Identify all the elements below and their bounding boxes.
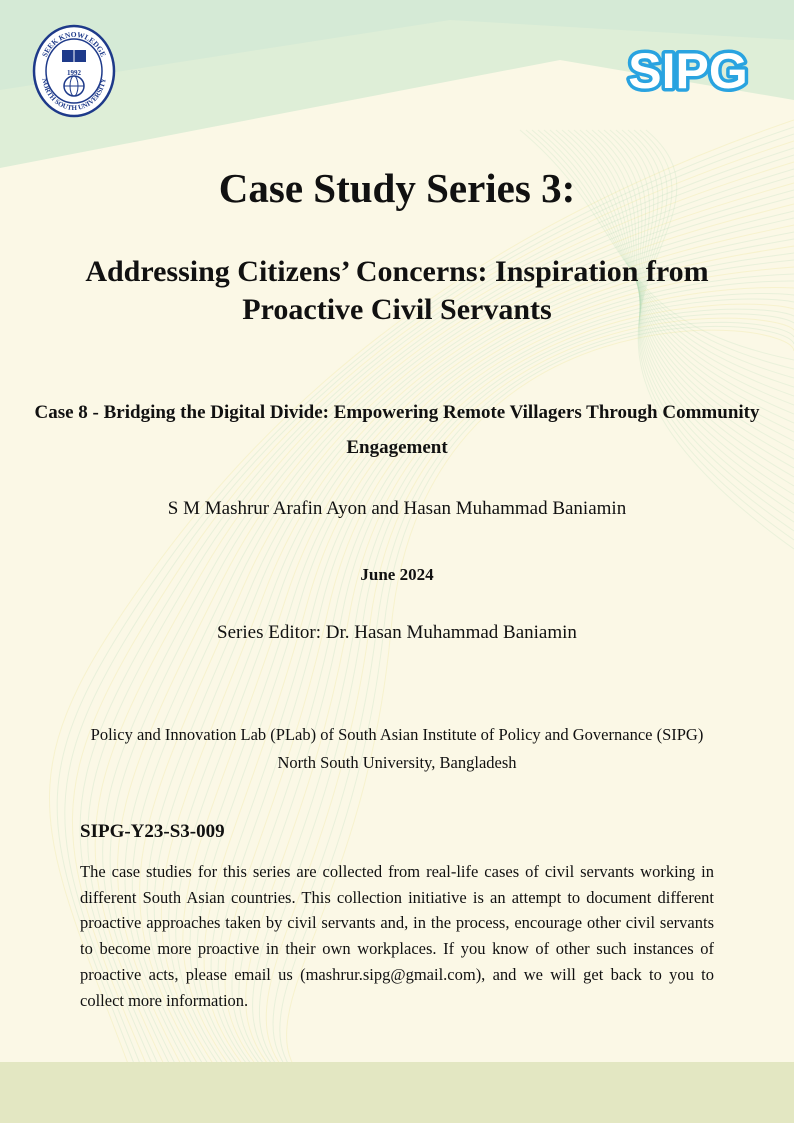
- svg-text:SIPG: SIPG: [628, 43, 748, 98]
- footer-band: [0, 1062, 794, 1123]
- nsu-logo: [32, 24, 116, 118]
- series-editor: Series Editor: Dr. Hasan Muhammad Baniamin: [217, 622, 577, 643]
- sipg-logo: [620, 42, 756, 98]
- affiliation-line-1: Policy and Innovation Lab (PLab) of South Asian Institute of Policy and Governance (SIPG): [90, 725, 704, 744]
- series-code: SIPG-Y23-S3-009: [80, 821, 225, 842]
- authors: S M Mashrur Arafin Ayon and Hasan Muhammad Baniamin: [167, 498, 627, 519]
- nsu-motto: SEEK KNOWLEDGE: [40, 29, 108, 59]
- affiliation-line-2: North South University, Bangladesh: [277, 753, 517, 772]
- case-title: Case 8 - Bridging the Digital Divide: Empowering Remote Villagers Through Community Engagement: [34, 402, 760, 458]
- main-title: Case Study Series 3:: [218, 165, 576, 211]
- publication-date: June 2024: [360, 565, 434, 584]
- nsu-year: 1992: [67, 69, 81, 77]
- affiliation: [20, 721, 774, 777]
- subtitle: Addressing Citizens’ Concerns: Inspiration from Proactive Civil Servants: [85, 255, 709, 326]
- series-description: The case studies for this series are collected from real-life cases of civil servants working in different South Asian countries. This collection initiative is an attempt to document different proactive approaches taken by civil servants and, in the process, encourage other civil servants to become more proactive in their own workplaces. If you know of other such instances of proactive acts, please email us (mashrur.sipg@gmail.com), and we will get back to you to collect more information.: [80, 862, 714, 1010]
- nsu-name: NORTH SOUTH UNIVERSITY: [40, 77, 108, 113]
